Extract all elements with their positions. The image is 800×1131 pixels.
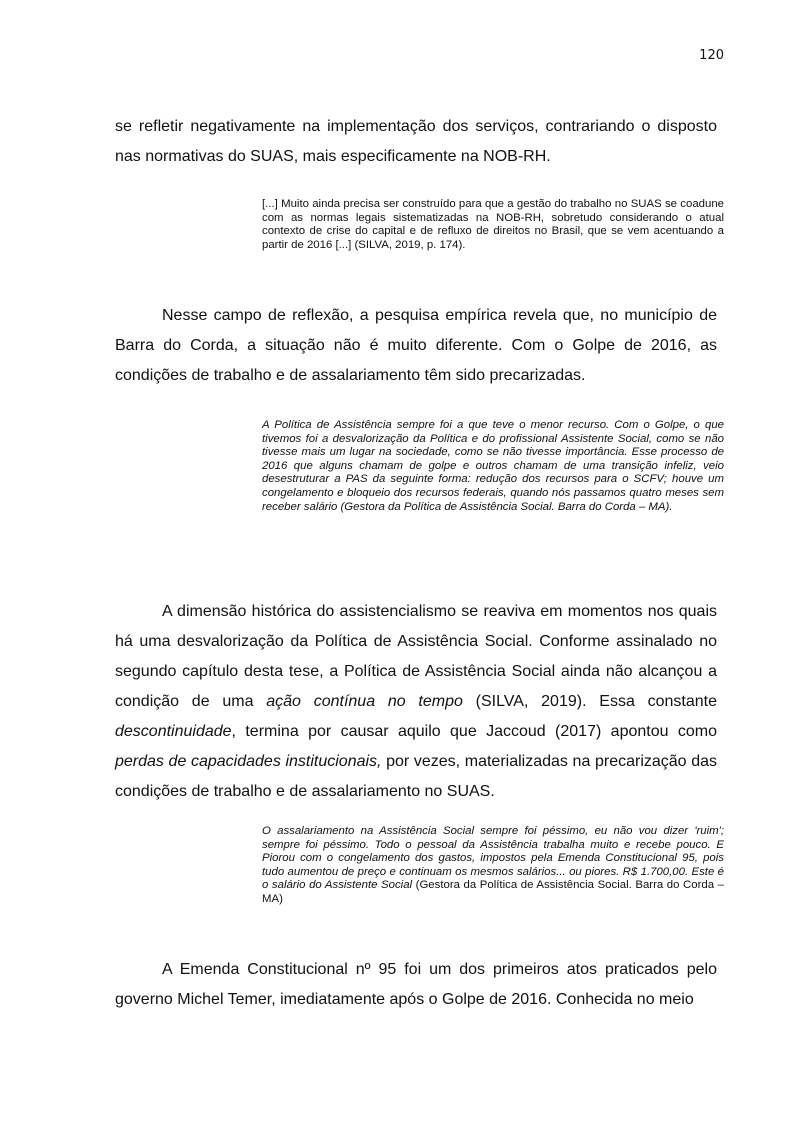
page-number: 120: [699, 48, 724, 63]
block-quote-3: [262, 825, 724, 907]
emphasis-descontinuidade: descontinuidade: [115, 723, 232, 740]
emphasis-perdas-capacidades: perdas de capacidades institucionais,: [115, 753, 382, 770]
paragraph-2: Nesse campo de reflexão, a pesquisa empírica revela que, no município de Barra do Corda, a situação não é muito diferente. Com o Golpe de 2016, as condições de trabalho e de assalariamento têm sido precarizadas.: [115, 307, 717, 384]
paragraph-3: [115, 597, 717, 807]
paragraph-1: se refletir negativamente na implementação dos serviços, contrariando o disposto nas normativas do SUAS, mais especificamente na NOB-RH.: [115, 118, 717, 165]
paragraph-3-text-c: (SILVA, 2019). Essa constante: [462, 693, 717, 710]
block-quote-2: A Política de Assistência sempre foi a que teve o menor recurso. Com o Golpe, o que tivemos foi a desvalorização da Política e do profissional Assistente Social, como se não tivesse mais um lugar na sociedade, como se não tivesse importância. Esse processo de 2016 que alguns chamam de golpe e outros chamam de uma transição infeliz, veio desestruturar a PAS da seguinte forma: redução dos recursos para o SCFV; houve um congelamento e bloqueio dos recursos federais, quando nós passamos quatro meses sem receber salário (Gestora da Política de Assistência Social. Barra do Corda – MA).: [262, 419, 724, 513]
paragraph-4: A Emenda Constitucional nº 95 foi um dos primeiros atos praticados pelo governo Michel Temer, imediatamente após o Golpe de 2016. Conhecida no meio: [115, 961, 717, 1008]
block-quote-3-source: (Gestora da Política de Assistência Social. Barra do Corda – MA): [262, 879, 724, 905]
block-quote-3-italic: O assalariamento na Assistência Social sempre foi péssimo, eu não vou dizer 'ruim'; sempre foi péssimo. Todo o pessoal da Assistência trabalha muito e recebe pouco. E Piorou com o congelamento dos gastos, impostos pela Emenda Constitucional 95, pois tudo aumentou de preço e continuam os mesmos salários... ou piores. R$ 1.700,00. Este é o salário do Assistente Social: [262, 825, 724, 892]
emphasis-acao-continua: ação contínua no tempo: [266, 693, 463, 710]
paragraph-3-text-g: por vezes, materializadas na precarização das condições de trabalho e de assalariamento no SUAS.: [115, 753, 717, 800]
paragraph-3-text-e: , termina por causar aquilo que Jaccoud (2017) apontou como: [231, 723, 717, 740]
block-quote-1: [...] Muito ainda precisa ser construído para que a gestão do trabalho no SUAS se coadune com as normas legais sistematizadas na NOB-RH, sobretudo considerando o atual contexto de crise do capital e de refluxo de direitos no Brasil, que se vem acentuando a partir de 2016 [...] (SILVA, 2019, p. 174).: [262, 198, 724, 251]
paragraph-3-text-a: A dimensão histórica do assistencialismo se reaviva em momentos nos quais há uma desvalorização da Política de Assistência Social. Conforme assinalado no segundo capítulo desta tese, a Política de Assistência Social ainda não alcançou a condição de uma: [115, 603, 717, 710]
